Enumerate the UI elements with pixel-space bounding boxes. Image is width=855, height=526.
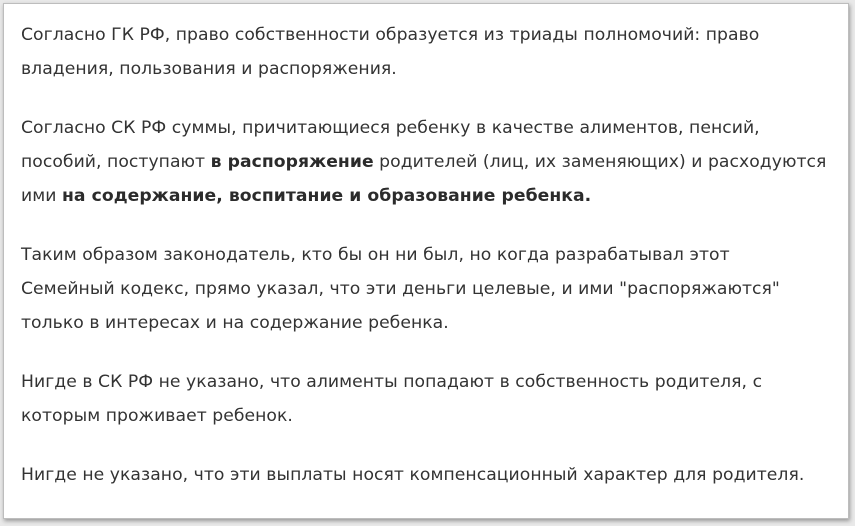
paragraph bbox=[21, 458, 849, 492]
text-segment: Нигде не указано, что эти выплаты носят компенсационный характер для родителя. bbox=[21, 465, 805, 485]
text-segment: Нигде в СК РФ не указано, что алименты попадают в собственность родителя, с bbox=[21, 372, 763, 392]
text-line bbox=[21, 18, 849, 52]
text-segment: Таким образом законодатель, кто бы он ни был, но когда разрабатывал этот bbox=[21, 245, 730, 265]
text-segment: пособий, поступают bbox=[21, 152, 211, 172]
text-line bbox=[21, 272, 849, 306]
text-line bbox=[21, 238, 849, 272]
text-line bbox=[21, 458, 849, 492]
paragraph bbox=[21, 365, 849, 433]
text-segment: ими bbox=[21, 186, 62, 206]
text-segment: владения, пользования и распоряжения. bbox=[21, 59, 397, 79]
text-content bbox=[21, 18, 849, 517]
paragraph bbox=[21, 18, 849, 86]
text-segment: Согласно ГК РФ, право собственности образуется из триады полномочий: право bbox=[21, 25, 760, 45]
text-segment: Семейный кодекс, прямо указал, что эти деньги целевые, и ими "распоряжаются" bbox=[21, 279, 780, 299]
text-line bbox=[21, 52, 849, 86]
text-segment: Согласно СК РФ суммы, причитающиеся ребенку в качестве алиментов, пенсий, bbox=[21, 118, 760, 138]
text-line bbox=[21, 145, 849, 179]
text-line bbox=[21, 179, 849, 213]
text-line bbox=[21, 399, 849, 433]
text-line bbox=[21, 365, 849, 399]
text-line bbox=[21, 111, 849, 145]
text-segment: только в интересах и на содержание ребенка. bbox=[21, 313, 449, 333]
text-card bbox=[3, 3, 849, 519]
text-segment: которым проживает ребенок. bbox=[21, 406, 293, 426]
paragraph bbox=[21, 238, 849, 340]
text-line bbox=[21, 306, 849, 340]
bold-text: в распоряжение bbox=[210, 152, 374, 172]
bold-text: на содержание, воспитание и образование ребенка. bbox=[61, 186, 592, 206]
text-segment: родителей (лиц, их заменяющих) и расходуются bbox=[373, 152, 827, 172]
paragraph bbox=[21, 111, 849, 213]
